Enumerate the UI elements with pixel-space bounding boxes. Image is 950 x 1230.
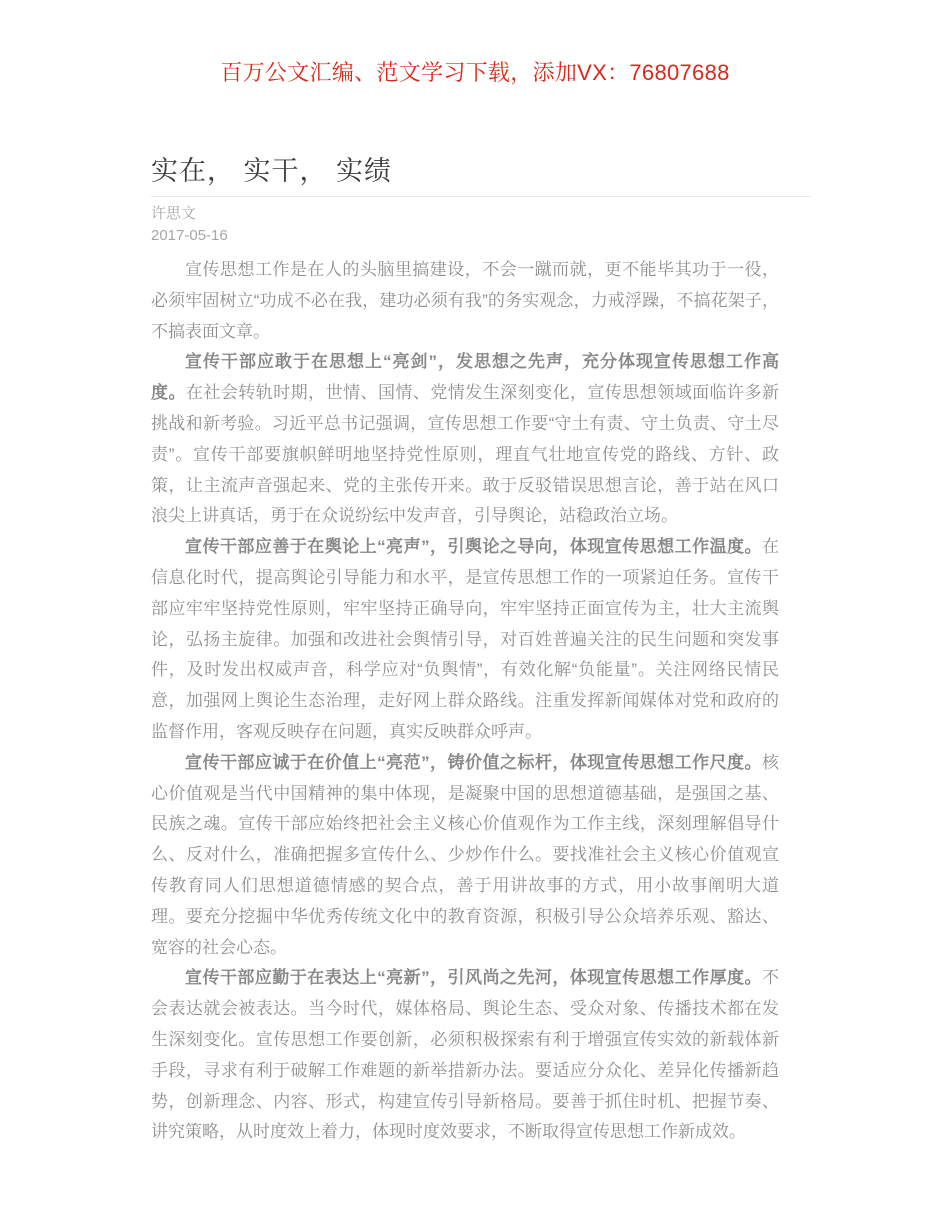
article-paragraph: [151, 347, 779, 532]
paragraph-text: 不会表达就会被表达。当今时代，媒体格局、舆论生态、受众对象、传播技术都在发生深刻变化。宣传思想工作要创新，必须积极探索有利于增强宣传实效的新载体新手段，寻求有利于破解工作难题的新举措新办法。要适应分众化、差异化传播新趋势，创新理念、内容、形式，构建宣传引导新格局。要善于抓住时机、把握节奏、讲究策略，从时度效上着力，体现时度效要求，不断取得宣传思想工作新成效。: [151, 968, 779, 1142]
paragraph-text: 在社会转轨时期，世情、国情、党情发生深刻变化，宣传思想领域面临许多新挑战和新考验。习近平总书记强调，宣传思想工作要“守土有责、守土负责、守土尽责”。宣传干部要旗帜鲜明地坚持党性原则，理直气壮地宣传党的路线、方针、政策，让主流声音强起来、党的主张传开来。敢于反驳错误思想言论，善于站在风口浪尖上讲真话，勇于在众说纷纭中发声音，引导舆论，站稳政治立场。: [151, 383, 780, 526]
author-name: 许思文: [151, 205, 197, 222]
article-paragraph: [151, 748, 779, 964]
article-paragraph: [151, 532, 779, 748]
article-paragraph: [151, 255, 779, 347]
paragraph-text: 核心价值观是当代中国精神的集中体现，是凝聚中国的思想道德基础，是强国之基、民族之魂。宣传干部应始终把社会主义核心价值观作为工作主线，深刻理解倡导什么、反对什么，准确把握多宣传什么、少炒作什么。要找准社会主义核心价值观宣传教育同人们思想道德情感的契合点，善于用讲故事的方式，用小故事阐明大道理。要充分挖掘中华优秀传统文化中的教育资源，积极引导公众培养乐观、豁达、宽容的社会心态。: [151, 752, 779, 957]
publish-date: 2017-05-16: [151, 227, 228, 244]
paragraph-lead: 宣传干部应善于在舆论上“亮声”，引舆论之导向，体现宣传思想工作温度。: [185, 537, 762, 557]
promo-banner: 百万公文汇编、范文学习下载，添加VX：76807688: [220, 60, 730, 85]
article-body: [151, 255, 779, 1148]
paragraph-text: 在信息化时代，提高舆论引导能力和水平，是宣传思想工作的一项紧迫任务。宣传干部应牢牢坚持党性原则，牢牢坚持正确导向，牢牢坚持正面宣传为主，壮大主流舆论，弘扬主旋律。加强和改进社会舆情引导，对百姓普遍关注的民生问题和突发事件，及时发出权威声音，科学应对“负舆情”，有效化解“负能量”。关注网络民情民意，加强网上舆论生态治理，走好网上群众路线。注重发挥新闻媒体对党和政府的监督作用，客观反映存在问题，真实反映群众呼声。: [151, 537, 779, 741]
paragraph-lead: 宣传干部应勤于在表达上“亮新”，引风尚之先河，体现宣传思想工作厚度。: [185, 968, 762, 988]
article-meta: [151, 203, 228, 247]
page-title: 实在， 实干， 实绩: [151, 156, 393, 187]
article-paragraph: [151, 963, 779, 1148]
paragraph-text: 宣传思想工作是在人的头脑里搞建设，不会一蹴而就，更不能毕其功于一役，必须牢固树立“功成不必在我，建功必须有我”的务实观念，力戒浮躁，不搞花架子，不搞表面文章。: [151, 260, 779, 341]
title-divider: [151, 196, 811, 197]
paragraph-lead: 宣传干部应敢于在思想上“亮剑”，发思想之先声，充分体现宣传思想工作高度。: [151, 352, 779, 403]
paragraph-lead: 宣传干部应诚于在价值上“亮范”，铸价值之标杆，体现宣传思想工作尺度。: [185, 752, 762, 772]
